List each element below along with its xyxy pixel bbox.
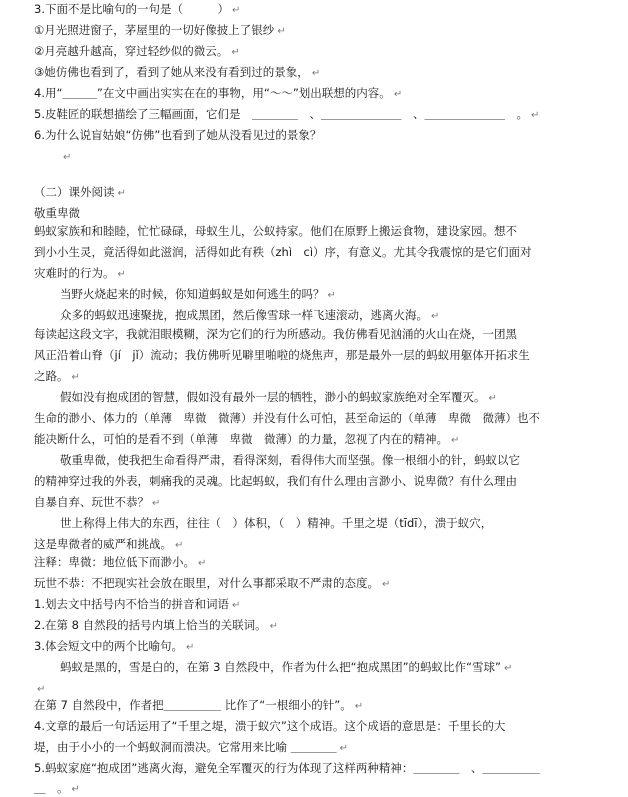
line-text: 4.用“＿＿＿”在文中画出实实在在的事物，用“～～”划出联想的内容。 [34,86,391,100]
text-line [60,516,612,530]
line-text: 众多的蚂蚁迅速聚拢，抱成黑团，然后像雪球一样飞速滚动，逃离火海。 [60,308,428,322]
text-line [34,474,612,488]
text-line [34,23,612,39]
text-line [34,432,612,448]
text-line [34,537,612,553]
paragraph-mark-icon: ↵ [393,89,403,100]
paragraph-mark-icon: ↵ [382,579,391,590]
text-line [34,266,612,282]
line-text: 在第 7 自然段中，作者把＿＿＿＿＿ 比作了“一根细小的针”。 [34,698,352,712]
paragraph-mark-icon: ↵ [198,558,207,569]
text-line [34,618,612,634]
line-text: ②月亮越升越高，穿过轻纱似的微云。 [34,44,229,58]
text-line [34,781,612,797]
line-text: 每读起这段文字，我就泪眼模糊，深为它们的行为所感动。我仿佛看见汹涌的火山在烧，一团黑 [34,327,517,341]
paragraph-mark-icon: ↵ [277,26,286,37]
text-line [34,245,612,259]
line-text: ＿ 。 [34,781,69,795]
text-line [60,287,612,303]
text-line [34,327,612,341]
paragraph-mark-icon: ↵ [185,642,195,653]
line-text: 注释：卑微：地位低下而渺小。 [34,555,195,569]
line-text: 这是卑微者的威严和挑战。 [34,537,172,551]
line-text: 敬重卑微 [34,206,80,220]
line-text: ①月光照进窗子，茅屋里的一切好像披上了银纱 [34,23,275,37]
line-text: （二）课外阅读 [34,185,115,199]
text-line [34,65,612,81]
line-text: 堤，由于小小的一个蚂蚁洞而溃决。它常用来比喻 ＿＿＿＿ [34,740,337,754]
text-line [34,740,612,756]
line-text: 风正沿着山脊（jí jǐ）流动；我仿佛听见噼里啪啦的烧焦声，那是最外一层的蚂蚁用躯体开拓求生 [34,348,530,362]
text-line [34,369,612,385]
text-line [34,224,612,238]
paragraph-mark-icon: ↵ [339,743,349,754]
line-text: 能决断什么，可怕的是看不到（单薄 卑微 微薄）的力量，忽视了内在的精神。 [34,432,448,446]
text-line [34,348,612,362]
text-line [34,86,612,102]
paragraph-mark-icon: ↵ [71,784,80,795]
text-line [34,681,612,697]
text-line [60,390,612,406]
paragraph-mark-icon: ↵ [354,701,364,712]
text-line [60,149,612,165]
paragraph-mark-icon: ↵ [327,290,336,301]
line-text: 蚂蚁家族和和睦睦，忙忙碌碌，母蚁生儿，公蚁持家。他们在原野上搬运食物，建设家园。想不 [34,224,517,238]
text-line [34,761,612,775]
paragraph-mark-icon: ↵ [117,188,126,199]
text-line [34,495,612,511]
line-text: 5.蚂蚁家庭“抱成团”逃离火海，避免全军覆灭的行为体现了这样两种精神：＿＿＿＿ 、＿＿＿＿＿ [34,761,540,775]
line-text: 灾难时的行为。 [34,266,115,280]
line-text: 2.在第 8 自然段的括号内填上恰当的关联词。 [34,618,267,632]
line-text: 1.划去文中括号内不恰当的拼音和词语 [34,597,229,611]
paragraph-mark-icon: ↵ [503,663,513,674]
line-text: 世上称得上伟大的东西，往往（ ）体积，（ ）精神。千里之堤（tīdī），溃于蚁穴， [60,516,493,530]
text-line [34,576,612,592]
line-text: 3.体会短文中的两个比喻句。 [34,639,183,653]
text-line [34,555,612,571]
text-line [34,411,612,425]
line-text: 5.皮鞋匠的联想描绘了三幅画面，它们是 ＿＿＿＿ 、＿＿＿＿＿＿＿ 、＿＿＿＿＿＿＿ 。 [34,107,528,121]
line-text: 6.为什么说盲姑娘“仿佛”也看到了她从没看见过的景象？ [34,128,322,142]
text-line [34,44,612,60]
text-line [34,639,612,655]
line-text: 玩世不恭：不把现实社会放在眼里，对什么事都采取不严肃的态度。 [34,576,379,590]
text-line [34,206,612,220]
text-line [60,453,612,467]
line-text: 生命的渺小、体力的（单薄 卑微 微薄）并没有什么可怕，甚至命运的（单薄 卑微 微薄）也不 [34,411,540,425]
paragraph-mark-icon: ↵ [71,372,80,383]
text-line [34,2,612,18]
paragraph-mark-icon: ↵ [311,68,321,79]
paragraph-mark-icon: ↵ [231,5,241,16]
paragraph-mark-icon: ↵ [231,600,241,611]
line-text: ③她仿佛也看到了，看到了她从来没有看到过的景象， [34,65,309,79]
line-text: 的精神穿过我的外表，刺痛我的灵魂。比起蚂蚁，我们有什么理由言渺小、说卑微？有什么理由 [34,474,517,488]
line-text: 假如没有抱成团的智慧，假如没有最外一层的牺牲，渺小的蚂蚁家族绝对全军覆灭。 [60,390,486,404]
paragraph-mark-icon: ↵ [431,311,440,322]
line-text: 当野火烧起来的时候，你知道蚂蚁是如何逃生的吗？ [60,287,325,301]
line-text: 4.文章的最后一句话运用了“千里之堤，溃于蚁穴”这个成语。这个成语的意思是：千里长的大 [34,719,506,733]
line-text: 3.下面不是比喻句的一句是（ ） [34,2,229,16]
paragraph-mark-icon: ↵ [63,152,72,163]
paragraph-mark-icon: ↵ [231,47,240,58]
paragraph-mark-icon: ↵ [37,684,46,695]
text-line [34,128,612,142]
text-line [34,719,612,733]
paragraph-mark-icon: ↵ [530,110,540,121]
text-line [34,597,612,613]
text-line [34,698,612,714]
line-text: 自暴自弃、玩世不恭？ [34,495,149,509]
text-line [34,185,612,201]
line-text: 蚂蚁是黑的，雪是白的，在第 3 自然段中，作者为什么把“抱成黑团”的蚂蚁比作“雪球” [60,660,501,674]
line-text: 敬重卑微，使我把生命看得严肃，看得深刻，看得伟大而坚强。像一根细小的针，蚂蚁以它 [60,453,520,467]
line-text: 之路。 [34,369,69,383]
line-text: 到小小生灵，竟活得如此滋润，活得如此有秩（zhì cì）序，有意义。尤其令我震惊的是它们面对 [34,245,532,259]
paragraph-mark-icon: ↵ [451,435,460,446]
paragraph-mark-icon: ↵ [269,621,278,632]
paragraph-mark-icon: ↵ [488,393,497,404]
text-line [60,308,612,324]
text-line [34,107,612,123]
paragraph-mark-icon: ↵ [117,269,126,280]
paragraph-mark-icon: ↵ [152,498,161,509]
text-line [60,660,612,676]
paragraph-mark-icon: ↵ [175,540,184,551]
